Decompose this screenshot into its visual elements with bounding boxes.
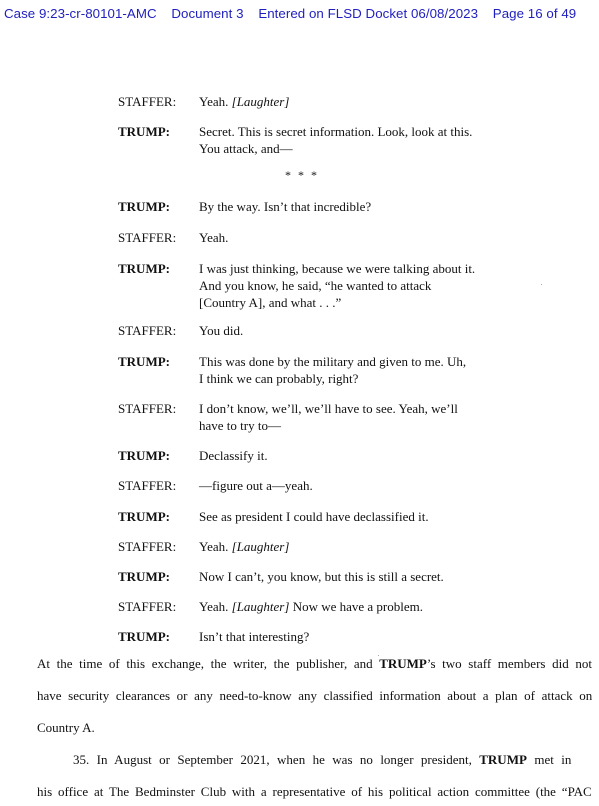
dialogue-line bbox=[199, 199, 371, 215]
dialogue-text: Declassify it. bbox=[199, 448, 268, 463]
section-break: * * * bbox=[285, 168, 319, 182]
body-line bbox=[73, 752, 571, 768]
dialogue-line bbox=[199, 401, 458, 417]
speaker-label: STAFFER: bbox=[118, 230, 177, 245]
dialogue-text: I was just thinking, because we were talking about it. bbox=[199, 261, 476, 276]
dialogue-text: I don’t know, we’ll, we’ll have to see. Yeah, we’ll bbox=[199, 401, 458, 416]
body-text: have security clearances or any need-to-know any classified information about a plan of attack on bbox=[37, 688, 593, 703]
dialogue-line bbox=[199, 295, 341, 311]
defendant-name: TRUMP bbox=[479, 752, 527, 767]
dialogue-text: This was done by the military and given to me. Uh, bbox=[199, 354, 467, 369]
speaker-label: STAFFER: bbox=[118, 478, 177, 493]
dialogue-text: You did. bbox=[199, 323, 244, 338]
body-line bbox=[37, 720, 95, 736]
dialogue-text: You attack, and— bbox=[199, 141, 293, 156]
dialogue-line bbox=[199, 261, 475, 277]
dialogue-line bbox=[199, 94, 289, 110]
dialogue-text: Yeah. bbox=[199, 539, 232, 554]
speaker-label: STAFFER: bbox=[118, 401, 177, 416]
dialogue-text: Now I can’t, you know, but this is still a secret. bbox=[199, 569, 444, 584]
docket-entry-date: Entered on FLSD Docket 06/08/2023 bbox=[258, 6, 479, 21]
speaker-label: STAFFER: bbox=[118, 599, 177, 614]
page-number: Page 16 of 49 bbox=[492, 6, 577, 21]
dialogue-line bbox=[199, 448, 268, 464]
speaker-label: TRUMP: bbox=[118, 124, 170, 139]
speaker-label: STAFFER: bbox=[118, 323, 177, 338]
dialogue-line bbox=[199, 599, 423, 615]
body-text: 35. In August or September 2021, when he was no longer president, bbox=[73, 752, 480, 767]
dialogue-text: I think we can probably, right? bbox=[199, 371, 359, 386]
dialogue-text: By the way. Isn’t that incredible? bbox=[199, 199, 372, 214]
body-text: At the time of this exchange, the writer, the publisher, and bbox=[37, 656, 380, 671]
dialogue-text: Yeah. bbox=[199, 230, 229, 245]
speaker-label: TRUMP: bbox=[118, 629, 170, 644]
speaker-label: TRUMP: bbox=[118, 448, 170, 463]
dialogue-text: have to try to— bbox=[199, 418, 281, 433]
dialogue-line bbox=[199, 278, 431, 294]
dialogue-line bbox=[199, 141, 293, 157]
scan-speck bbox=[541, 284, 542, 285]
dialogue-text: And you know, he said, “he wanted to attack bbox=[199, 278, 432, 293]
dialogue-text: Secret. This is secret information. Look, look at this. bbox=[199, 124, 473, 139]
dialogue-line bbox=[199, 539, 289, 555]
speaker-label: TRUMP: bbox=[118, 569, 170, 584]
body-text: his office at The Bedminster Club with a representative of his political action committee (the “PAC bbox=[37, 784, 592, 799]
scan-speck bbox=[378, 655, 379, 656]
dialogue-text: Now we have a problem. bbox=[289, 599, 424, 614]
dialogue-line bbox=[199, 371, 358, 387]
dialogue-text: See as president I could have declassified it. bbox=[199, 509, 429, 524]
body-text: met in bbox=[526, 752, 572, 767]
defendant-name: TRUMP bbox=[379, 656, 427, 671]
dialogue-line bbox=[199, 354, 466, 370]
stage-direction: [Laughter] bbox=[231, 94, 290, 109]
body-line bbox=[37, 656, 592, 672]
docket-header bbox=[4, 6, 599, 21]
dialogue-text: Isn’t that interesting? bbox=[199, 629, 310, 644]
dialogue-text: —figure out a—yeah. bbox=[199, 478, 313, 493]
document-number: Document 3 bbox=[171, 6, 244, 21]
body-text: Country A. bbox=[37, 720, 95, 735]
speaker-label: TRUMP: bbox=[118, 261, 170, 276]
stage-direction: [Laughter] bbox=[231, 539, 290, 554]
dialogue-line bbox=[199, 323, 243, 339]
body-line bbox=[37, 688, 592, 704]
dialogue-line bbox=[199, 569, 444, 585]
dialogue-line bbox=[199, 509, 429, 525]
dialogue-line bbox=[199, 478, 313, 494]
dialogue-line bbox=[199, 418, 281, 434]
case-number: Case 9:23-cr-80101-AMC bbox=[4, 6, 157, 21]
dialogue-text: [Country A], and what . . .” bbox=[199, 295, 342, 310]
body-line bbox=[37, 784, 592, 800]
dialogue-text: Yeah. bbox=[199, 599, 232, 614]
speaker-label: TRUMP: bbox=[118, 354, 170, 369]
speaker-label: TRUMP: bbox=[118, 509, 170, 524]
dialogue-line bbox=[199, 124, 472, 140]
body-text: ’s two staff members did not bbox=[426, 656, 592, 671]
speaker-label: STAFFER: bbox=[118, 539, 177, 554]
dialogue-line bbox=[199, 230, 228, 246]
stage-direction: [Laughter] bbox=[231, 599, 290, 614]
speaker-label: TRUMP: bbox=[118, 199, 170, 214]
dialogue-line bbox=[199, 629, 309, 645]
dialogue-text: Yeah. bbox=[199, 94, 232, 109]
speaker-label: STAFFER: bbox=[118, 94, 177, 109]
